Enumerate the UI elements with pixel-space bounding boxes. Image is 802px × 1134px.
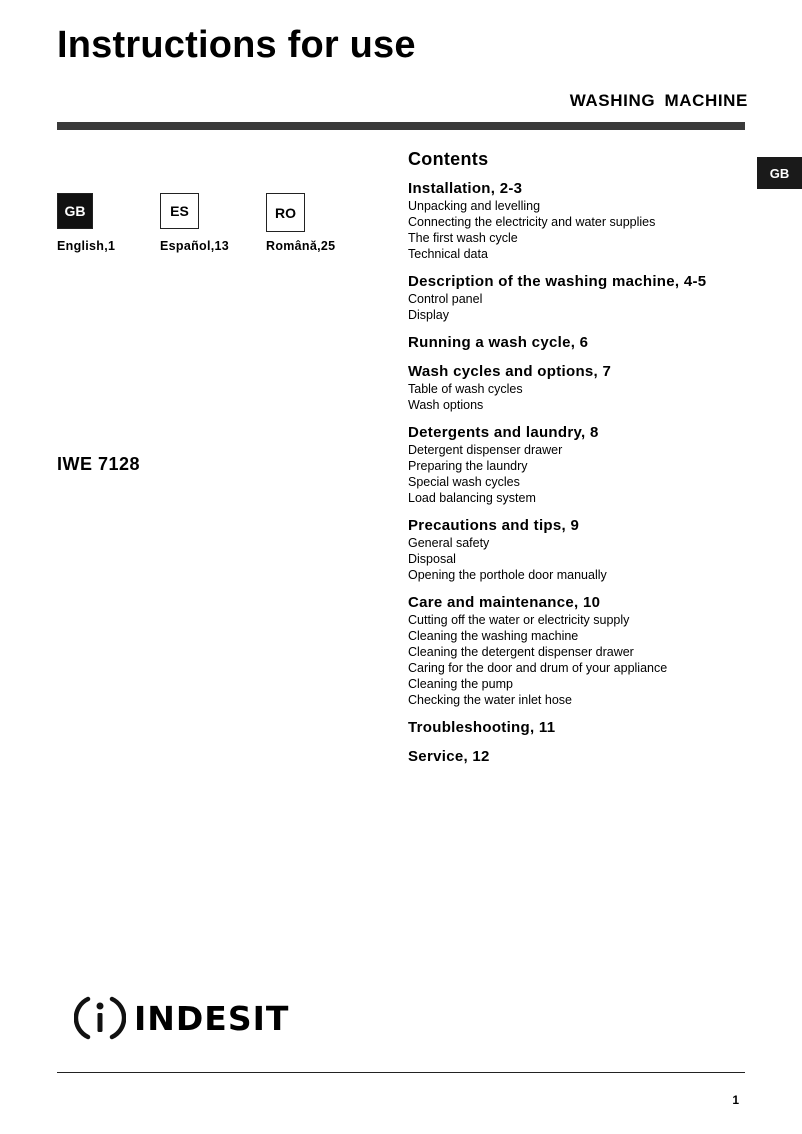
brand-name: INDESIT: [134, 998, 290, 1038]
language-side-tab[interactable]: GB: [757, 157, 802, 189]
language-label: Español,13: [160, 239, 229, 253]
section-item[interactable]: Cleaning the pump: [408, 677, 513, 691]
product-category: WASHING MACHINE: [569, 91, 748, 110]
section-item[interactable]: Opening the porthole door manually: [408, 568, 607, 582]
contents-section: [408, 363, 768, 413]
contents-heading: Contents: [408, 149, 489, 169]
language-code-badge[interactable]: ES: [160, 193, 199, 229]
section-item[interactable]: Unpacking and levelling: [408, 199, 541, 213]
section-item[interactable]: Checking the water inlet hose: [408, 693, 572, 707]
section-item[interactable]: Disposal: [408, 552, 456, 566]
section-title[interactable]: Care and maintenance, 10: [408, 594, 601, 611]
section-item[interactable]: The first wash cycle: [408, 231, 518, 245]
footer-divider: [57, 1072, 745, 1073]
language-label: English,1: [57, 239, 116, 253]
section-item[interactable]: Preparing the laundry: [408, 459, 528, 473]
contents-section: [408, 594, 768, 708]
section-title[interactable]: Description of the washing machine, 4-5: [408, 273, 707, 290]
contents-section: [408, 424, 768, 506]
section-title[interactable]: Troubleshooting, 11: [408, 719, 556, 736]
language-label: Română,25: [266, 239, 336, 253]
indesit-logo-icon: [74, 995, 126, 1041]
header-divider: [57, 122, 745, 130]
contents-section: [408, 748, 768, 766]
section-item[interactable]: Special wash cycles: [408, 475, 520, 489]
section-title[interactable]: Wash cycles and options, 7: [408, 363, 612, 380]
contents-section: [408, 273, 768, 323]
section-item[interactable]: Wash options: [408, 398, 484, 412]
language-code-badge[interactable]: GB: [57, 193, 93, 229]
language-option-es[interactable]: [160, 193, 229, 253]
section-item[interactable]: Table of wash cycles: [408, 382, 523, 396]
section-title[interactable]: Running a wash cycle, 6: [408, 334, 589, 351]
section-item[interactable]: Control panel: [408, 292, 483, 306]
contents-section: [408, 180, 768, 262]
section-item[interactable]: Connecting the electricity and water supplies: [408, 215, 656, 229]
contents-sections: [408, 180, 768, 766]
section-item[interactable]: Caring for the door and drum of your appliance: [408, 661, 668, 675]
section-item[interactable]: Cleaning the detergent dispenser drawer: [408, 645, 634, 659]
contents-section: [408, 334, 768, 352]
section-title[interactable]: Detergents and laundry, 8: [408, 424, 599, 441]
section-item[interactable]: Display: [408, 308, 449, 322]
brand-logo: [74, 995, 289, 1041]
section-item[interactable]: Cleaning the washing machine: [408, 629, 579, 643]
section-title[interactable]: Installation, 2-3: [408, 180, 523, 197]
contents-section: [408, 517, 768, 583]
table-of-contents: [408, 149, 768, 777]
section-item[interactable]: Load balancing system: [408, 491, 536, 505]
contents-section: [408, 719, 768, 737]
section-item[interactable]: General safety: [408, 536, 490, 550]
language-code-badge[interactable]: RO: [266, 193, 305, 232]
model-number: IWE 7128: [57, 454, 141, 474]
language-option-gb[interactable]: [57, 193, 115, 253]
language-option-ro[interactable]: [266, 193, 335, 253]
section-title[interactable]: Precautions and tips, 9: [408, 517, 580, 534]
section-item[interactable]: Technical data: [408, 247, 488, 261]
section-item[interactable]: Detergent dispenser drawer: [408, 443, 563, 457]
page-title: Instructions for use: [57, 24, 416, 66]
section-item[interactable]: Cutting off the water or electricity supply: [408, 613, 630, 627]
section-title[interactable]: Service, 12: [408, 748, 490, 765]
page-number: 1: [732, 1093, 739, 1107]
